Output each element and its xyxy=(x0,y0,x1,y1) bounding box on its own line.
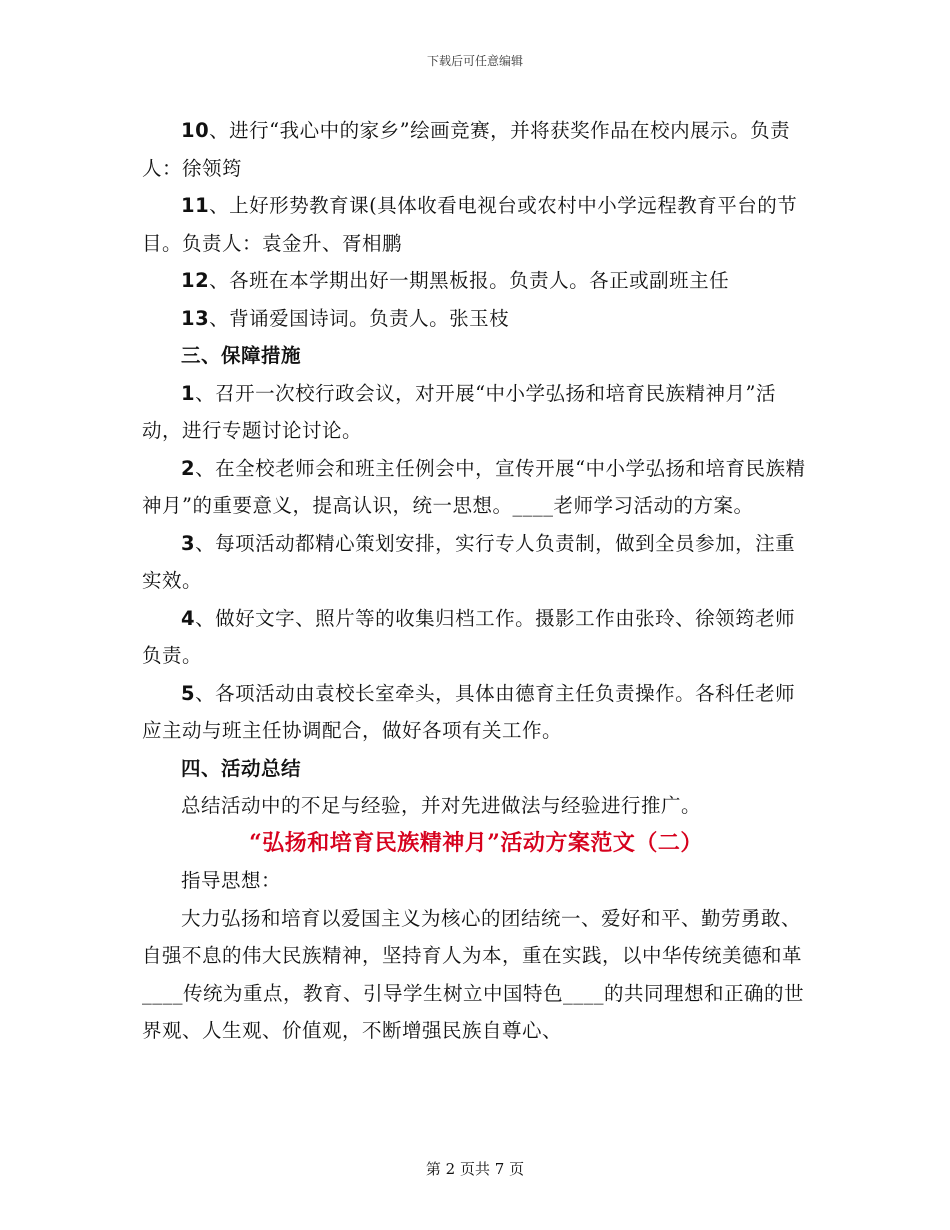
paragraph-summary: 总结活动中的不足与经验，并对先进做法与经验进行推广。 xyxy=(181,794,702,817)
item-number: 3 xyxy=(181,531,196,555)
paragraph-measure-4 xyxy=(142,600,810,675)
section-heading-summary: 四、活动总结 xyxy=(181,756,302,780)
page-header: 下载后可任意编辑 xyxy=(426,54,523,68)
item-text: 、背诵爱国诗词。负责人。张玉枝 xyxy=(209,306,510,330)
paragraph-item-10 xyxy=(142,112,810,187)
item-number: 1 xyxy=(181,381,196,405)
paragraph-measure-3 xyxy=(142,525,810,600)
paragraph-item-13 xyxy=(142,300,810,338)
item-text: 、做好文字、照片等的收集归档工作。摄影工作由张玲、徐领筠老师负责。 xyxy=(142,606,796,667)
item-number: 5 xyxy=(181,681,196,705)
item-number: 13 xyxy=(181,306,210,330)
paragraph-guiding-text: 大力弘扬和培育以爱国主义为核心的团结统一、爱好和平、勤劳勇敢、自强不息的伟大民族精神，坚持育人为本，重在实践，以中华传统美德和革____传统为重点，教育、引导学生树立中国特色____的共同理想和正确的世界观、人生观、价值观，不断增强民族自尊心、 xyxy=(142,906,805,1042)
page-footer: 第 2 页共 7 页 xyxy=(425,1160,525,1178)
item-text: 、在全校老师会和班主任例会中，宣传开展“中小学弘扬和培育民族精神月”的重要意义，提高认识，统一思想。____老师学习活动的方案。 xyxy=(142,456,806,517)
paragraph-item-12 xyxy=(142,262,810,300)
paragraph-guiding-label: 指导思想： xyxy=(181,869,282,892)
paragraph-measure-5 xyxy=(142,675,810,750)
item-text: 、各项活动由袁校长室牵头，具体由德育主任负责操作。各科任老师应主动与班主任协调配合，做好各项有关工作。 xyxy=(142,681,796,742)
item-number: 10 xyxy=(181,119,210,142)
paragraph-measure-1 xyxy=(142,375,810,450)
item-number: 11 xyxy=(181,194,210,217)
paragraph-item-11 xyxy=(142,187,810,262)
item-text: 、进行“我心中的家乡”绘画竞赛，并将获奖作品在校内展示。负责人：徐领筠 xyxy=(142,119,791,180)
document-title-part-two: “弘扬和培育民族精神月”活动方案范文（二） xyxy=(249,829,703,856)
item-text: 、各班在本学期出好一期黑板报。负责人。各正或副班主任 xyxy=(209,269,730,292)
item-number: 2 xyxy=(181,456,196,480)
section-heading-safeguards: 三、保障措施 xyxy=(181,344,302,367)
item-number: 4 xyxy=(181,606,196,630)
item-text: 、每项活动都精心策划安排，实行专人负责制，做到全员参加，注重实效。 xyxy=(142,531,796,592)
item-number: 12 xyxy=(181,269,210,292)
item-text: 、召开一次校行政会议，对开展“中小学弘扬和培育民族精神月”活动，进行专题讨论讨论。 xyxy=(142,381,777,442)
item-text: 、上好形势教育课(具体收看电视台或农村中小学远程教育平台的节目。负责人：袁金升、胥相鹏 xyxy=(142,194,798,255)
document-body xyxy=(142,112,810,1050)
paragraph-measure-2 xyxy=(142,450,810,525)
